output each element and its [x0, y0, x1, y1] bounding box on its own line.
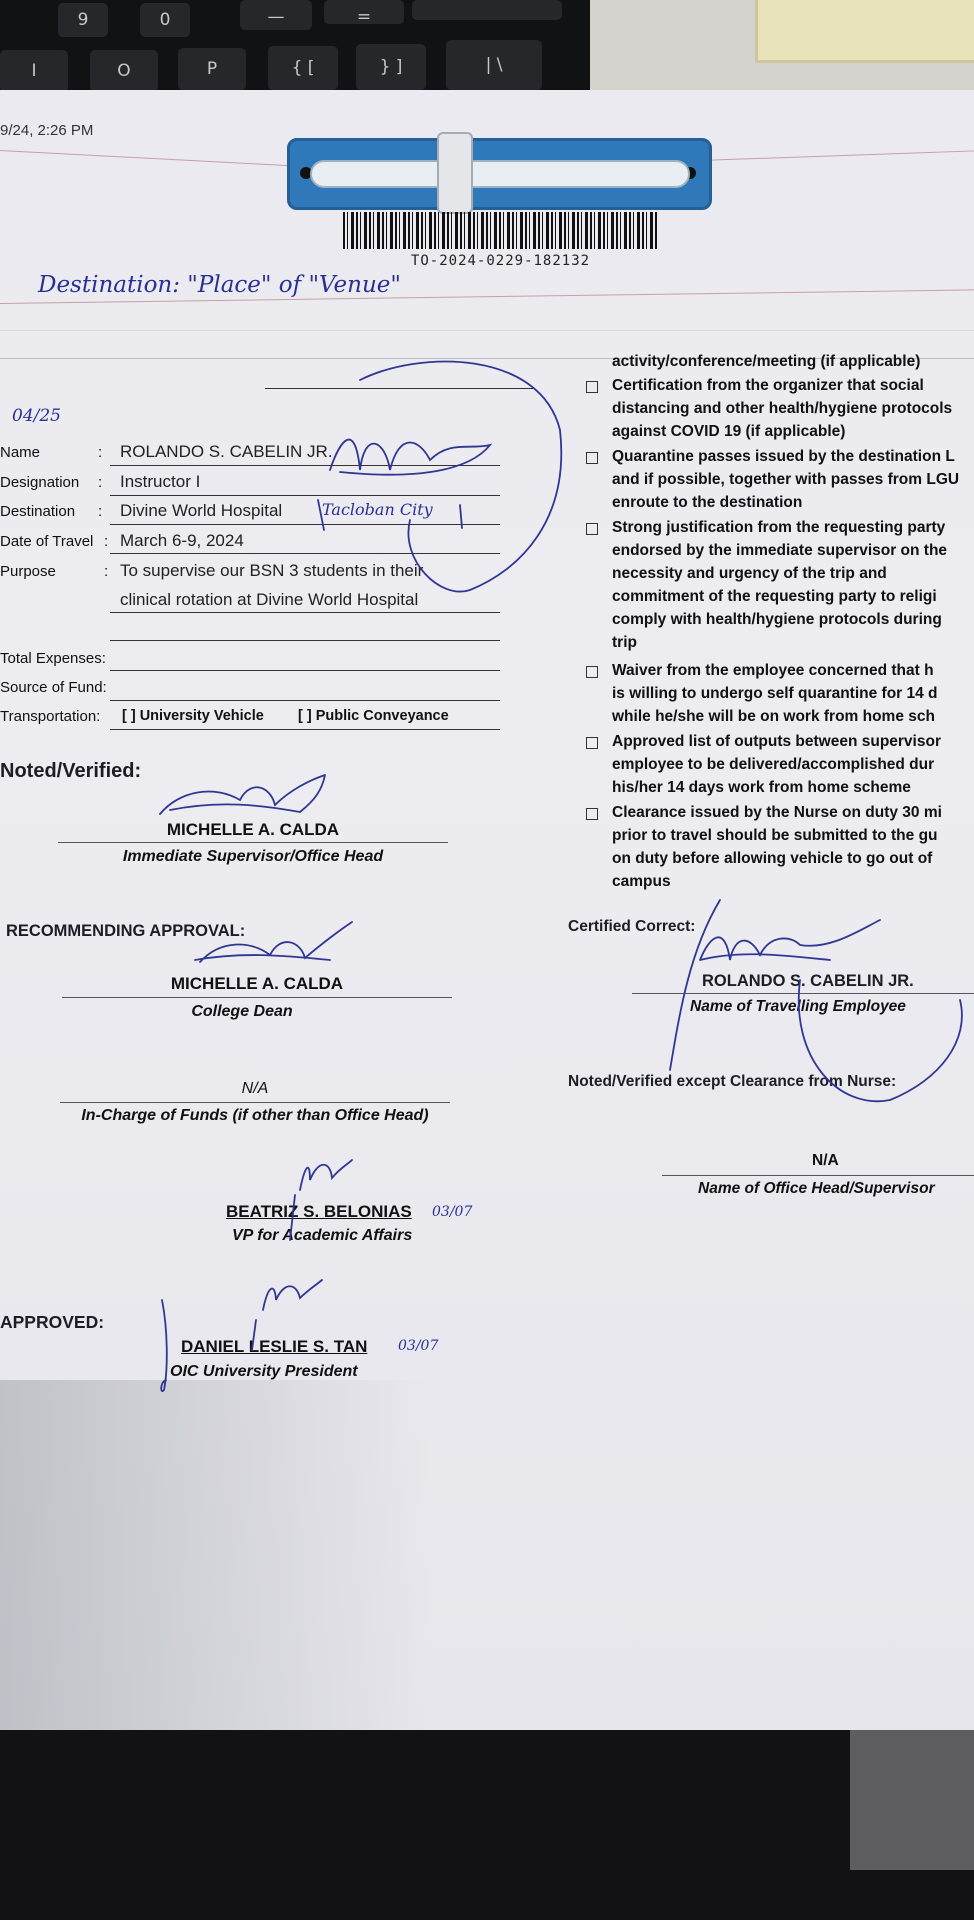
key-0: 0 [140, 3, 190, 37]
transport-option-public-conveyance: [ ] Public Conveyance [298, 708, 449, 724]
field-label-name: Name [0, 444, 41, 461]
funds-value: N/A [241, 1080, 269, 1097]
supervisor-name: MICHELLE A. CALDA [166, 820, 340, 839]
key-p: P [178, 48, 246, 90]
handwritten-destination-city: Tacloban City [322, 500, 433, 519]
checklist-item-4: Waiver from the employee concerned that h is willing to undergo self quarantine for 14 d while he/she will be on work from home sch [612, 662, 938, 725]
president-signature [161, 1280, 322, 1391]
barcode-number: TO-2024-0229-182132 [410, 253, 591, 269]
noted-except-label: Noted/Verified except Clearance from Nurse: [568, 1073, 897, 1090]
employee-signature-certified [670, 900, 962, 1101]
office-head-value: N/A [812, 1152, 839, 1169]
field-value-date: March 6-9, 2024 [120, 531, 244, 550]
dean-signature [195, 922, 352, 962]
certified-correct-label: Certified Correct: [568, 918, 696, 935]
funds-title: In-Charge of Funds (if other than Office Head) [81, 1107, 429, 1124]
field-colon: : [98, 474, 103, 491]
transportation-label: Transportation: [0, 708, 101, 725]
noted-verified-label: Noted/Verified: [0, 760, 142, 782]
key-backslash: | \ [446, 40, 542, 90]
checklist-item-3: Strong justification from the requesting party endorsed by the immediate supervisor on the necessity and urgency of the trip and commitment of the requesting party to religi comply with health/hygiene protocols during trip [612, 519, 948, 651]
vp-title: VP for Academic Affairs [232, 1227, 413, 1244]
handwritten-destination-note: Destination: "Place" of "Venue" [38, 272, 401, 298]
employee-signature-loop [360, 362, 561, 592]
key-i: I [0, 50, 68, 92]
field-value-name: ROLANDO S. CABELIN JR. [120, 442, 333, 461]
field-colon: : [98, 444, 103, 461]
president-date: 03/07 [398, 1338, 439, 1354]
checklist-item-5: Approved list of outputs between supervisor employee to be delivered/accomplished dur his/her 14 days work from home scheme [612, 733, 941, 796]
employee-title: Name of Travelling Employee [690, 998, 906, 1015]
vp-date: 03/07 [432, 1204, 473, 1220]
recommending-approval-label: RECOMMENDING APPROVAL: [6, 922, 246, 940]
key-o: O [90, 50, 158, 92]
field-label-destination: Destination [0, 503, 76, 520]
handwritten-date-note: 04/25 [12, 406, 61, 426]
table-surface [0, 1730, 974, 1920]
checklist-item-1: Certification from the organizer that social distancing and other health/hygiene protocols against COVID 19 (if applicable) [612, 377, 953, 440]
tacloban-underline [318, 500, 462, 530]
supervisor-signature [160, 775, 325, 814]
key-bracket-open: { [ [268, 46, 338, 90]
background-object [850, 1730, 974, 1870]
president-name: DANIEL LESLIE S. TAN [181, 1337, 368, 1356]
approved-label: APPROVED: [0, 1312, 105, 1332]
employee-signature-top [330, 440, 490, 475]
field-colon: : [104, 533, 109, 550]
office-head-title: Name of Office Head/Supervisor [698, 1180, 935, 1197]
field-label-designation: Designation [0, 474, 80, 491]
president-title: OIC University President [170, 1363, 358, 1380]
transport-option-university-vehicle: [ ] University Vehicle [122, 708, 264, 724]
supervisor-title: Immediate Supervisor/Office Head [122, 848, 384, 865]
key-equals: = [324, 0, 404, 24]
vp-name: BEATRIZ S. BELONIAS [226, 1202, 412, 1221]
dean-title: College Dean [191, 1003, 293, 1020]
field-value-designation: Instructor I [120, 472, 201, 491]
total-expenses-label: Total Expenses: [0, 650, 106, 667]
dean-name: MICHELLE A. CALDA [170, 974, 344, 993]
field-value-purpose-1: To supervise our BSN 3 students in their [120, 561, 424, 580]
field-colon: : [104, 563, 109, 580]
print-timestamp: 9/24, 2:26 PM [0, 122, 94, 139]
checklist-top-line: activity/conference/meeting (if applicable) [612, 353, 921, 370]
source-of-fund-label: Source of Fund: [0, 679, 107, 696]
vp-signature [290, 1160, 352, 1240]
field-value-destination: Divine World Hospital [120, 501, 283, 520]
key-bracket-close: } ] [356, 44, 426, 90]
checklist-item-6: Clearance issued by the Nurse on duty 30 mi prior to travel should be submitted to the gu on duty before allowing vehicle to go out of campus [612, 804, 942, 890]
key-minus: — [240, 0, 312, 30]
checklist-item-2: Quarantine passes issued by the destination L and if possible, together with passes from LGU enroute to the destination [612, 448, 960, 511]
field-value-purpose-2: clinical rotation at Divine World Hospital [120, 590, 419, 609]
field-label-purpose: Purpose [0, 563, 56, 580]
key-9: 9 [58, 3, 108, 37]
employee-name: ROLANDO S. CABELIN JR. [702, 972, 914, 990]
field-colon: : [98, 503, 103, 520]
field-label-date: Date of Travel [0, 533, 94, 550]
